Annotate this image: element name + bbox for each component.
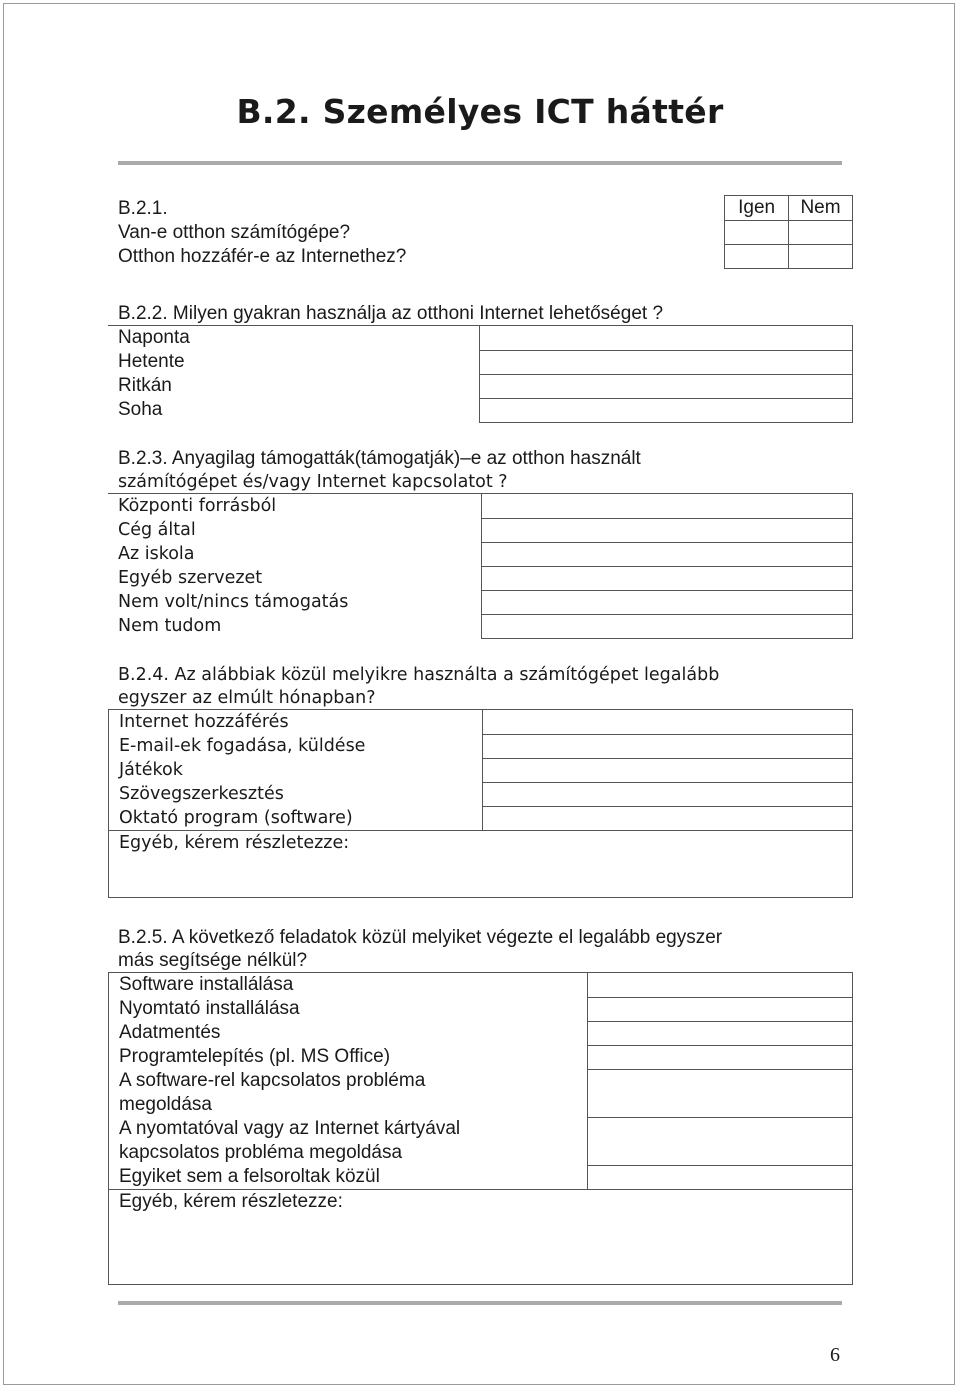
q5-question-line1: B.2.5. A következő feladatok közül melyiket végezte el legalább egyszer	[118, 927, 723, 948]
page-number: 6	[830, 1344, 840, 1366]
q5-option: A software-rel kapcsolatos probléma	[119, 1070, 426, 1091]
q3-question-line1: B.2.3. Anyagilag támogatták(támogatják)–e az otthon használt	[118, 448, 641, 469]
q1-row-label: Van-e otthon számítógépe?	[118, 221, 351, 243]
q1-number: B.2.1.	[118, 198, 168, 219]
q3-option: Cég által	[118, 520, 196, 540]
q4-answer-box[interactable]	[482, 782, 852, 806]
q4-table	[108, 709, 853, 898]
q5-answer-box[interactable]	[587, 1021, 852, 1045]
q4-other-field[interactable]	[109, 831, 853, 898]
q2-answer-box[interactable]	[480, 398, 853, 422]
q1-yes-checkbox[interactable]	[725, 221, 789, 245]
q4-question-line2: egyszer az elmúlt hónapban?	[118, 688, 376, 708]
q1-no-checkbox[interactable]	[789, 221, 853, 245]
q1-col-no: Nem	[789, 196, 853, 221]
q2-answer-box[interactable]	[480, 350, 853, 374]
q3-answer-box[interactable]	[482, 518, 853, 542]
q4-option: Oktató program (software)	[119, 808, 353, 828]
q2-answer-box[interactable]	[480, 374, 853, 398]
q3-option: Nem volt/nincs támogatás	[118, 592, 349, 612]
q3-answer-box[interactable]	[482, 494, 853, 519]
q3-option: Egyéb szervezet	[118, 568, 263, 588]
q1-no-checkbox[interactable]	[789, 245, 853, 269]
q5-answer-box[interactable]	[587, 1117, 852, 1165]
q4-other-label: Egyéb, kérem részletezze:	[119, 833, 350, 853]
q4-answer-box[interactable]	[482, 758, 852, 782]
q4-question-line1: B.2.4. Az alábbiak közül melyikre használta a számítógépet legalább	[118, 665, 720, 685]
q5-option: Programtelepítés (pl. MS Office)	[119, 1046, 391, 1067]
q5-table	[108, 972, 853, 1285]
q5-option: Egyiket sem a felsoroltak közül	[119, 1166, 380, 1187]
q3-option: Nem tudom	[118, 616, 222, 636]
q5-option: Nyomtató installálása	[119, 998, 300, 1019]
q2-option: Soha	[118, 399, 163, 420]
q5-option: Software installálása	[119, 974, 294, 995]
q3-table	[108, 493, 853, 639]
q2-answer-box[interactable]	[480, 326, 853, 351]
q4-option: Játékok	[119, 760, 183, 780]
q5-option-cont: megoldása	[119, 1094, 212, 1115]
q3-answer-box[interactable]	[482, 614, 853, 638]
q5-answer-box[interactable]	[587, 973, 852, 998]
q4-answer-box[interactable]	[482, 806, 852, 831]
q4-option: E-mail-ek fogadása, küldése	[119, 736, 366, 756]
q5-answer-box[interactable]	[587, 1165, 852, 1190]
q5-answer-box[interactable]	[587, 1069, 852, 1117]
q1-row-label: Otthon hozzáfér-e az Internethez?	[118, 245, 407, 267]
q5-answer-box[interactable]	[587, 1045, 852, 1069]
q5-option: Adatmentés	[119, 1022, 221, 1043]
q3-answer-box[interactable]	[482, 590, 853, 614]
q4-answer-box[interactable]	[482, 734, 852, 758]
q1-table	[108, 195, 853, 269]
q2-option: Ritkán	[118, 375, 172, 396]
footer-rule	[118, 1301, 842, 1305]
q5-other-field[interactable]	[109, 1190, 853, 1285]
q2-option: Naponta	[118, 327, 190, 348]
q5-question-line2: más segítsége nélkül?	[118, 950, 308, 971]
q1-col-yes: Igen	[725, 196, 789, 221]
q5-answer-box[interactable]	[587, 997, 852, 1021]
q3-answer-box[interactable]	[482, 566, 853, 590]
q4-answer-box[interactable]	[482, 710, 852, 735]
q1-yes-checkbox[interactable]	[725, 245, 789, 269]
q4-option: Szövegszerkesztés	[119, 784, 284, 804]
page-title: B.2. Személyes ICT háttér	[236, 92, 724, 131]
q3-answer-box[interactable]	[482, 542, 853, 566]
title-rule	[118, 161, 842, 165]
q2-option: Hetente	[118, 351, 185, 372]
q5-other-label: Egyéb, kérem részletezze:	[119, 1191, 343, 1212]
q5-option: A nyomtatóval vagy az Internet kártyával	[119, 1118, 461, 1139]
q2-question: B.2.2. Milyen gyakran használja az otthoni Internet lehetőséget ?	[118, 303, 664, 324]
q3-question-line2: számítógépet és/vagy Internet kapcsolatot ?	[118, 472, 508, 492]
q4-option: Internet hozzáférés	[119, 712, 289, 732]
q2-table	[108, 325, 853, 423]
q3-option: Központi forrásból	[118, 496, 277, 516]
q5-option-cont: kapcsolatos probléma megoldása	[119, 1142, 403, 1163]
q3-option: Az iskola	[118, 544, 195, 564]
